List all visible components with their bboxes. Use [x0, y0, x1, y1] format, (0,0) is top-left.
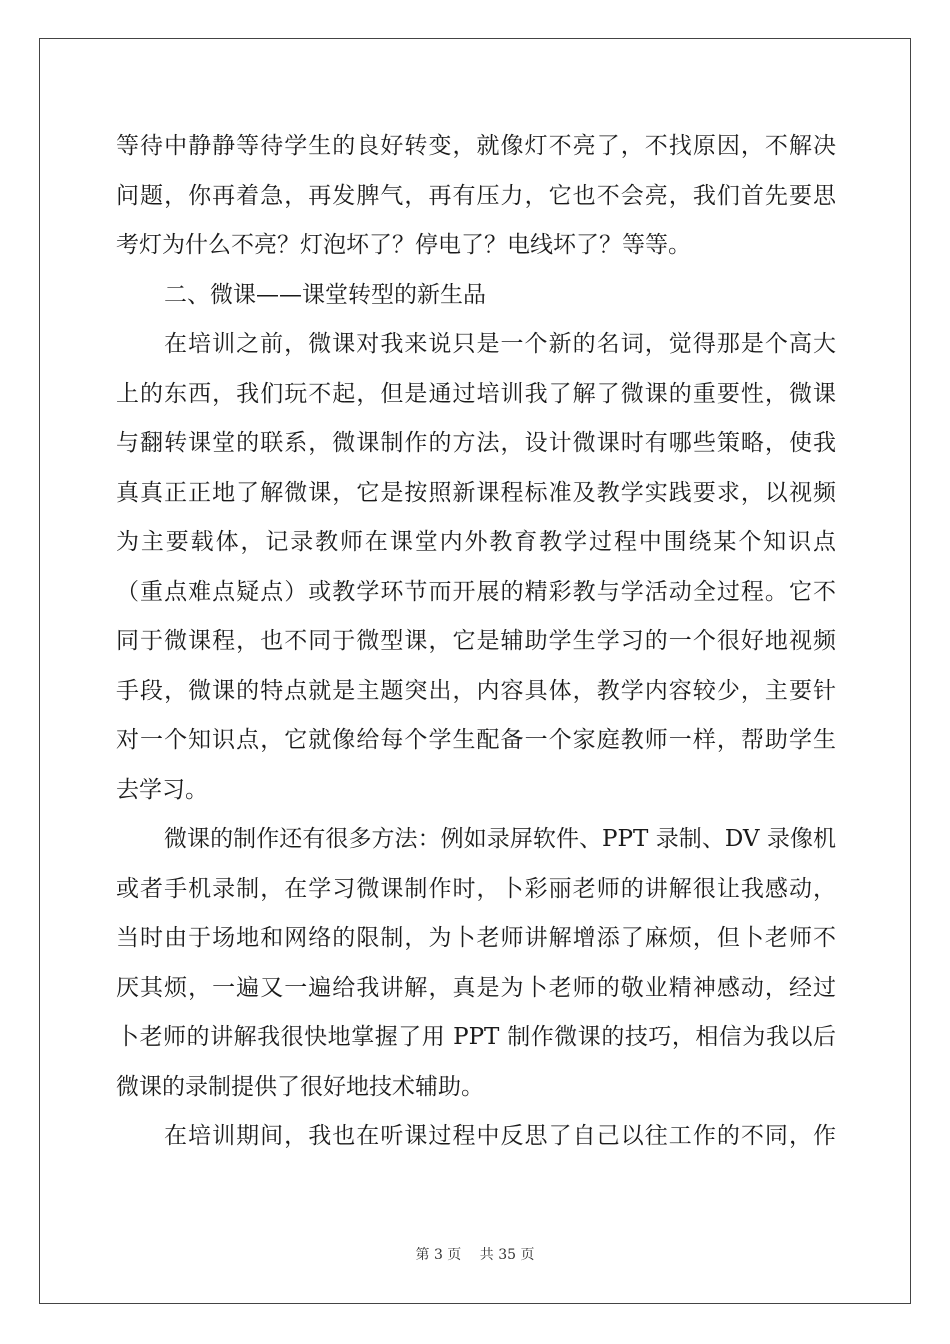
text-line: 在培训之前，微课对我来说只是一个新的名词，觉得那是个高大: [164, 331, 836, 357]
text-line: 真真正正地了解微课，它是按照新课程标准及教学实践要求，以视频: [116, 479, 836, 506]
document-body: [116, 122, 836, 1162]
text-line: 上的东西，我们玩不起，但是通过培训我了解了微课的重要性，微课: [116, 380, 836, 407]
page-footer: [0, 1244, 950, 1264]
text-line: 当时由于场地和网络的限制，为卜老师讲解增添了麻烦，但卜老师不: [116, 925, 836, 951]
text-line: 为主要载体，记录教师在课堂内外教育教学过程中围绕某个知识点: [116, 529, 836, 555]
text-line: 二、微课——课堂转型的新生品: [164, 281, 486, 308]
page-number: 第 3 页: [415, 1247, 462, 1263]
text-line: 在培训期间，我也在听课过程中反思了自己以往工作的不同，作: [164, 1123, 836, 1149]
text-line: 厌其烦，一遍又一遍给我讲解，真是为卜老师的敬业精神感动，经过: [116, 974, 836, 1001]
text-line: 等待中静静等待学生的良好转变，就像灯不亮了，不找原因，不解决: [116, 133, 836, 159]
text-line: 去学习。: [116, 776, 208, 803]
text-line: 卜老师的讲解我很快地掌握了用 PPT 制作微课的技巧，相信为我以后: [116, 1024, 836, 1050]
text-line: （重点难点疑点）或教学环节而开展的精彩教与学活动全过程。它不: [116, 578, 836, 605]
text-line: 微课的录制提供了很好地技术辅助。: [116, 1073, 484, 1100]
page-total: 共 35 页: [479, 1247, 535, 1263]
text-line: 考灯为什么不亮？灯泡坏了？停电了？电线坏了？等等。: [116, 232, 691, 258]
text-line: 与翻转课堂的联系，微课制作的方法，设计微课时有哪些策略，使我: [116, 430, 836, 456]
text-line: 手段，微课的特点就是主题突出，内容具体，教学内容较少，主要针: [116, 677, 836, 704]
text-line: 问题，你再着急，再发脾气，再有压力，它也不会亮，我们首先要思: [116, 182, 836, 209]
text-line: 微课的制作还有很多方法：例如录屏软件、PPT 录制、DV 录像机: [164, 826, 836, 852]
text-line: 同于微课程，也不同于微型课，它是辅助学生学习的一个很好地视频: [116, 628, 836, 654]
text-line: 或者手机录制，在学习微课制作时，卜彩丽老师的讲解很让我感动，: [116, 875, 836, 902]
text-line: 对一个知识点，它就像给每个学生配备一个家庭教师一样，帮助学生: [116, 727, 836, 753]
